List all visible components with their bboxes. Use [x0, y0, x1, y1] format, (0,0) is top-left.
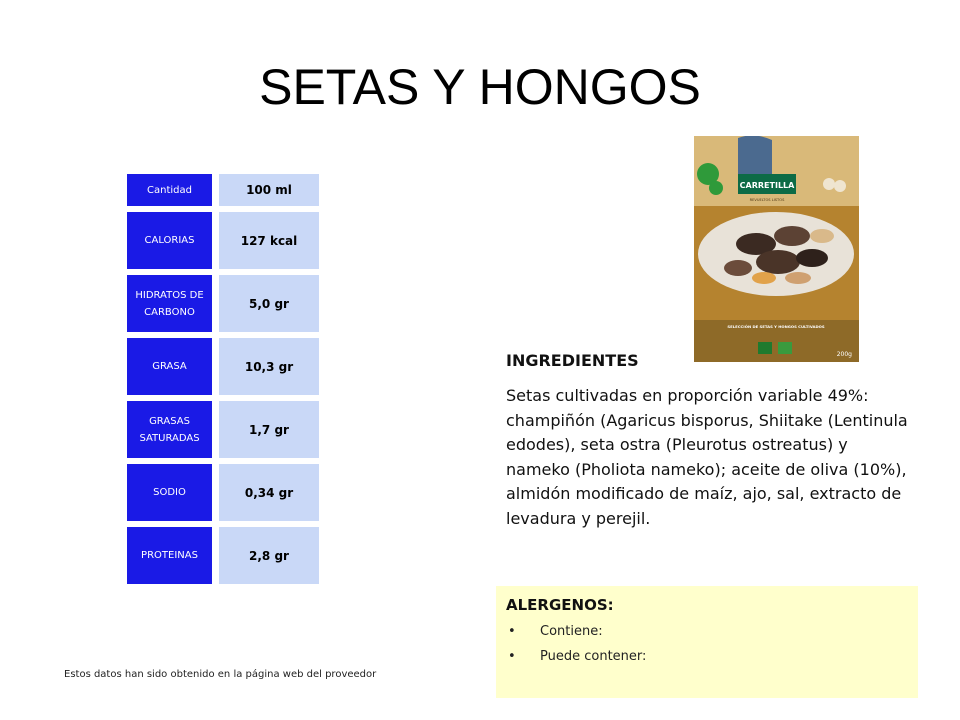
nutrition-label: PROTEINAS [127, 527, 212, 584]
nutrition-value: 0,34 gr [219, 464, 319, 521]
nutrition-value: 2,8 gr [219, 527, 319, 584]
nutrition-row-quantity [127, 174, 319, 206]
nutrition-row-carbohydrates [127, 275, 319, 332]
allergen-item-contains [508, 624, 603, 639]
ingredients-title: INGREDIENTES [506, 351, 639, 370]
page-title: SETAS Y HONGOS [259, 59, 701, 115]
product-subtitle: REVUELTOS LISTOS [749, 198, 785, 202]
nutrition-row-sodium [127, 464, 319, 521]
nutrition-value: 127 kcal [219, 212, 319, 269]
nutrition-row-protein [127, 527, 319, 584]
allergen-item-may-contain [508, 649, 646, 664]
nutrition-row-calories [127, 212, 319, 269]
nutrition-row-fat [127, 338, 319, 395]
nutrition-label: HIDRATOS DE CARBONO [127, 275, 212, 332]
product-weight: 200g [836, 351, 852, 358]
ingredients-text: Setas cultivadas en proporción variable 49%: champiñón (Agaricus bisporus, Shiitake (Lentinula edodes), seta ostra (Pleurotus ostreatus) y nameko (Pholiota nameko); aceite de oliva (10%), almidón modificado de maíz, ajo, sal, extracto de levadura y perejil. [506, 386, 908, 528]
nutrition-label: GRASAS SATURADAS [127, 401, 212, 458]
product-description: SELECCIÓN DE SETAS Y HONGOS CULTIVADOS [727, 324, 825, 329]
nutrition-label: CALORIAS [127, 212, 212, 269]
nutrition-value: 10,3 gr [219, 338, 319, 395]
product-brand: CARRETILLA [739, 181, 795, 190]
bullet-icon: • [508, 649, 516, 664]
allergens-title: ALERGENOS: [506, 596, 614, 614]
nutrition-value: 1,7 gr [219, 401, 319, 458]
source-footnote: Estos datos han sido obtenido en la página web del proveedor [64, 669, 377, 680]
allergens-box [496, 586, 918, 698]
bullet-icon: • [508, 624, 516, 639]
nutrition-label: SODIO [127, 464, 212, 521]
product-image [694, 136, 859, 362]
nutrition-label: Cantidad [127, 174, 212, 206]
nutrition-label: GRASA [127, 338, 212, 395]
nutrition-row-saturated-fat [127, 401, 319, 458]
allergen-item-label: Contiene: [540, 624, 603, 639]
nutrition-value: 100 ml [219, 174, 319, 206]
allergen-item-label: Puede contener: [540, 649, 647, 664]
nutrition-value: 5,0 gr [219, 275, 319, 332]
